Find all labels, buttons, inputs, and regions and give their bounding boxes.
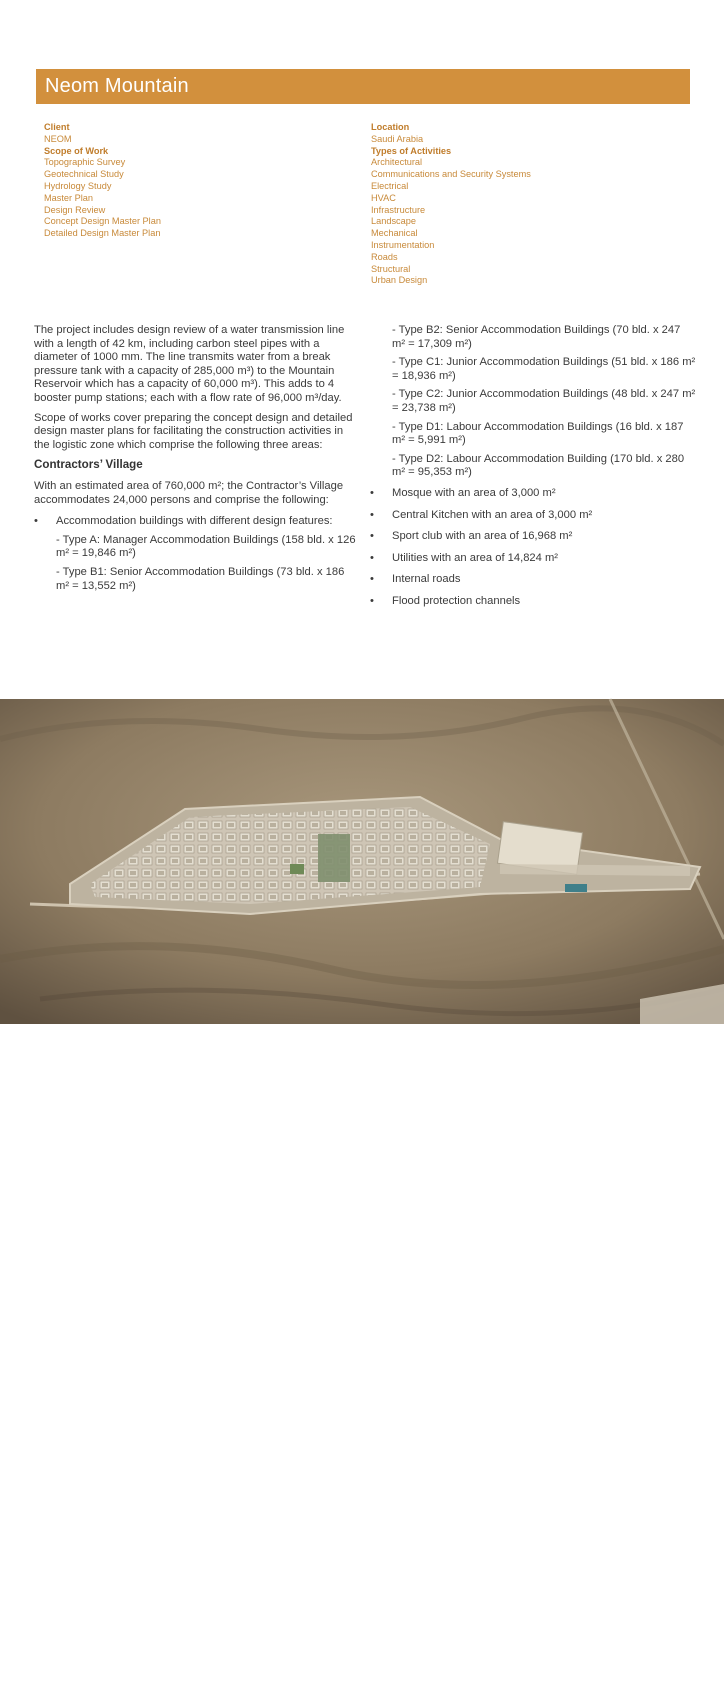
client-value: NEOM	[44, 133, 72, 144]
aerial-site-illustration	[0, 699, 724, 1024]
activity-item: Landscape	[371, 216, 416, 227]
type-item: - Type A: Manager Accommodation Buildings (158 bld. x 126 m² = 19,846 m²)	[56, 533, 356, 560]
bullet-text: Mosque with an area of 3,000 m²	[392, 486, 556, 499]
type-item: - Type B1: Senior Accommodation Buildings (73 bld. x 186 m² = 13,552 m²)	[56, 565, 345, 592]
type-item: - Type C2: Junior Accommodation Buildings (48 bld. x 247 m² = 23,738 m²)	[392, 388, 696, 414]
section-heading: Contractors’ Village	[34, 458, 143, 472]
activity-item: Structural	[371, 263, 411, 274]
type-item: - Type D2: Labour Accommodation Building (170 bld. x 280 m² = 95,353 m²)	[392, 452, 685, 479]
location-label: Location	[371, 122, 410, 132]
type-item: - Type B2: Senior Accommodation Buildings (70 bld. x 247 m² = 17,309 m²)	[392, 324, 681, 350]
photo-caption: Neom Mountain	[40, 1692, 97, 1701]
bullet-text: Utilities with an area of 14,824 m²	[392, 551, 559, 564]
activity-item: Communications and Security Systems	[371, 169, 531, 180]
bullet-text: Internal roads	[392, 573, 461, 586]
activity-item: Roads	[371, 251, 398, 262]
bullet-dot: •	[370, 594, 374, 607]
bullet-text: Central Kitchen with an area of 3,000 m²	[392, 508, 593, 521]
intro-paragraph: The project includes design review of a water transmission line with a length of 42 km, including carbon steel pipes with a diameter of 1000 mm. The line transmits water from a break pressure tank with a capacity of 285,000 m³) to the Mountain Reservoir which has a capacity of 60,000 m³). This adds to 4 booster pump stations; each with a flow rate of 96,000 m³/day.	[34, 324, 345, 404]
project-meta-left	[44, 122, 344, 240]
activity-item: HVAC	[371, 192, 396, 203]
bullet-item	[370, 509, 696, 523]
scope-paragraph: Scope of works cover preparing the concept design and detailed design master plans for facilitating the construction activities in the logistic zone which comprise the following three areas:	[34, 411, 353, 451]
bullet-item	[370, 595, 696, 609]
scope-item: Hydrology Study	[44, 180, 112, 191]
bullet-text: Sport club with an area of 16,968 m²	[392, 530, 573, 543]
bullet-dot: •	[370, 508, 374, 521]
bullet-dot: •	[370, 551, 374, 564]
client-label: Client	[44, 122, 70, 132]
scope-item: Concept Design Master Plan	[44, 216, 161, 227]
aerial-site-photo	[0, 699, 724, 1701]
body-column-right	[370, 324, 696, 617]
scope-item: Detailed Design Master Plan	[44, 228, 161, 239]
type-item: - Type C1: Junior Accommodation Buildings (51 bld. x 186 m² = 18,936 m²)	[392, 356, 696, 382]
bullet-text: Accommodation buildings with different design features:	[56, 515, 333, 528]
activity-item: Urban Design	[371, 275, 428, 286]
type-item: - Type D1: Labour Accommodation Buildings (16 bld. x 187 m² = 5,991 m²)	[392, 420, 684, 447]
bullet-text: Flood protection channels	[392, 594, 521, 607]
body-column-left	[34, 324, 356, 598]
activity-item: Instrumentation	[371, 239, 435, 250]
bullet-item	[370, 573, 696, 587]
bullet-dot: •	[34, 515, 38, 528]
scope-item: Master Plan	[44, 192, 94, 203]
bullet-item	[370, 552, 696, 566]
activity-item: Electrical	[371, 180, 409, 191]
activity-item: Mechanical	[371, 228, 418, 239]
activity-item: Infrastructure	[371, 204, 426, 215]
bullet-item	[370, 530, 696, 544]
project-meta-right	[371, 122, 671, 287]
scope-item: Topographic Survey	[44, 157, 126, 168]
title-banner	[36, 69, 690, 104]
activity-item: Architectural	[371, 157, 423, 168]
village-paragraph: With an estimated area of 760,000 m²; the Contractor’s Village accommodates 24,000 persons and comprise the following:	[34, 479, 344, 506]
bullet-dot: •	[370, 486, 374, 499]
scope-item: Design Review	[44, 204, 106, 215]
bullet-item	[34, 515, 356, 529]
activities-label: Types of Activities	[371, 145, 452, 156]
bullet-dot: •	[370, 573, 374, 586]
page-title: Neom Mountain	[45, 75, 189, 97]
bullet-dot: •	[370, 530, 374, 543]
scope-label: Scope of Work	[44, 145, 109, 156]
location-value: Saudi Arabia	[371, 133, 424, 144]
scope-item: Geotechnical Study	[44, 169, 124, 180]
bullet-item	[370, 487, 696, 501]
